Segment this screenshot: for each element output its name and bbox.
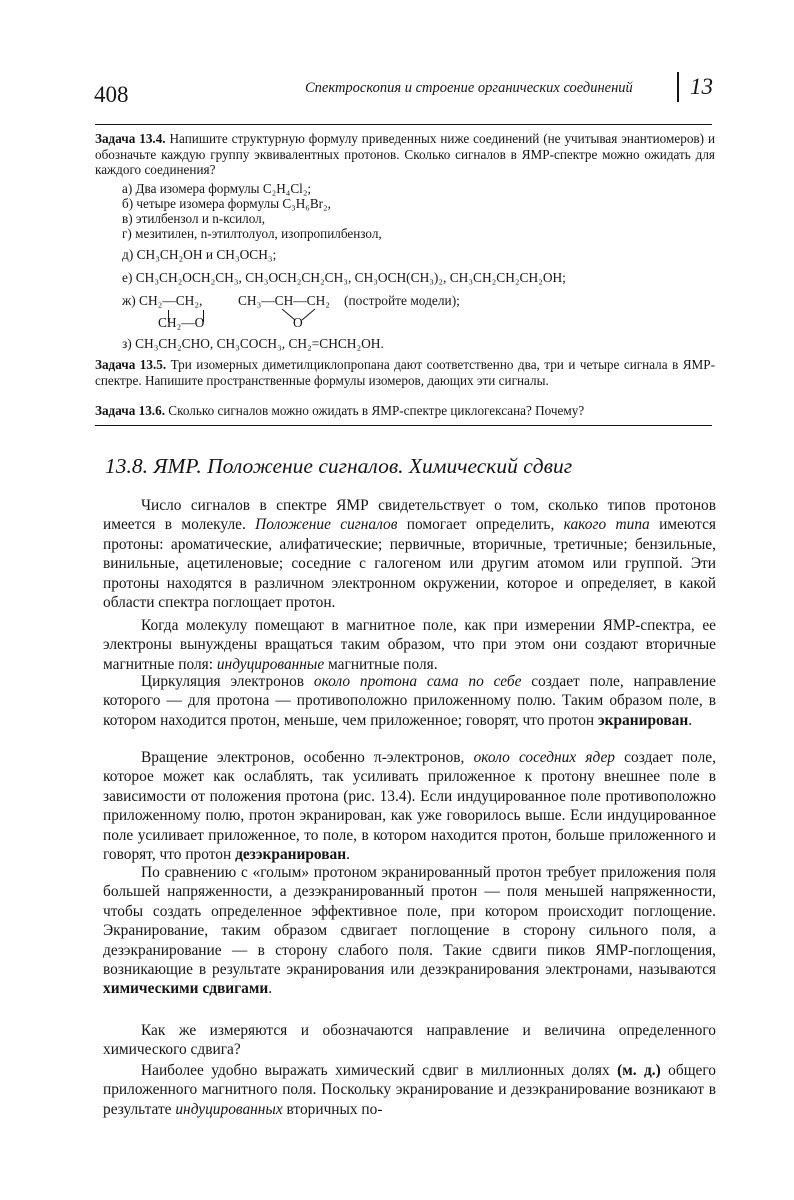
problem-item-v: в) этилбензол и n-ксилол, (122, 211, 266, 226)
text-run: . (688, 711, 693, 729)
italic-term: Положение сигналов (255, 516, 398, 534)
problem-13-5-text (95, 357, 715, 388)
italic-term: индуцированные (216, 655, 325, 673)
text-run: вторичных по- (282, 1100, 383, 1118)
section-title: 13.8. ЯМР. Положение сигналов. Химический сдвиг (105, 454, 573, 478)
bold-term: дезэкранирован (235, 846, 347, 864)
problem-body: Напишите структурную формулу приведенных ниже соединений (не учитывая энантиомеров) и обозначьте каждую группу эквивалентных протонов. Сколько сигналов в ЯМР-спектре можно ожидать для каждого соединения? (95, 131, 715, 177)
problem-label: Задача 13.5. (95, 357, 167, 372)
problem-body: Сколько сигналов можно ожидать в ЯМР-спектре циклогексана? Почему? (168, 403, 585, 418)
problem-label: Задача 13.6. (95, 403, 165, 418)
paragraph-5 (103, 863, 716, 999)
text-run: имеются протоны: ароматические, алифатические; первичные, вторичные, третичные; бензильные, винильные, ацетиленовые; соседние с галогеном или другим атомом или группой. Эти протоны находятся в различном электронном окружении, которое и определяет, в какой области спектра поглощает протон. (103, 516, 716, 612)
text-run: По сравнению с «голым» протоном экранированный протон требует приложения поля большей напряженности, а дезэкранированный протон — поля меньшей напряженности, чтобы создать определенное эффективное поле, при котором происходит поглощение. Экранирование, таким образом сдвигает поглощение в сторону сильного поля, а дезэкранирование — в сторону слабого поля. Такие сдвиги пиков ЯМР-поглощения, возникающие в результате экранирования или дезэкранирования электронами, называются (103, 864, 716, 979)
paragraph-7 (103, 1061, 716, 1119)
italic-term: какого типа (563, 516, 650, 534)
italic-term: индуцированных (175, 1100, 283, 1118)
problem-13-6-text (95, 403, 715, 419)
italic-term: около протона сама по себе (313, 673, 522, 690)
paragraph-6 (103, 1021, 716, 1060)
model-note: (постройте модели); (344, 293, 460, 308)
italic-term: около соседних ядер (473, 749, 615, 766)
ring1-bottom: CH₂—O (158, 315, 205, 330)
epoxide-oxygen: O (293, 315, 303, 330)
problem-body: Три изомерных диметилциклопропана дают соответственно два, три и четыре сигнала в ЯМР-спектре. Напишите пространственные формулы изомеров, дающих эти сигналы. (95, 357, 715, 388)
text-run: создает поле, направление которого — для протона — противоположно приложенному полю. Таким образом поле, в котором находится протон, меньше, чем приложенное; говорят, что протон (103, 673, 716, 729)
bold-term: экранирован (597, 711, 689, 729)
running-title: Спектроскопия и строение органических соединений (305, 80, 633, 96)
text-run: магнитные поля. (324, 655, 438, 673)
problem-item-e: е) CH₃CH₂OCH₂CH₃, CH₃OCH₂CH₂CH₃, CH₃OCH(CH₃)₂, CH₃CH₂CH₂CH₂OH; (122, 270, 566, 285)
problem-item-g: г) мезитилен, n-этилтолуол, изопропилбензол, (122, 226, 382, 241)
problem-item-zh-prefix: ж) CH₂—CH₂, (122, 293, 203, 308)
top-rule (95, 124, 712, 125)
epoxide-formula: CH₃—CH—CH₂ (238, 293, 330, 308)
problem-13-4-text (95, 131, 715, 178)
paragraph-3 (103, 672, 716, 730)
problem-label: Задача 13.4. (95, 131, 166, 146)
text-run: Число сигналов в спектре ЯМР свидетельствует о том, сколько типов протонов имеется в молекуле. (103, 497, 716, 534)
text-run: общего приложенного магнитного поля. Поскольку экранирование и дезэкранирование возникают в результате (103, 1062, 717, 1118)
header-divider (677, 72, 679, 102)
text-run: . (346, 846, 350, 864)
text-run: Когда молекулу помещают в магнитное поле, как при измерении ЯМР-спектра, ее электроны вынуждены вращаться таким образом, что при этом они создают вторичные магнитные поля: (103, 617, 716, 673)
text-run: Циркуляция электронов (141, 673, 314, 690)
section-rule (95, 425, 712, 426)
paragraph-1 (103, 496, 716, 612)
problem-item-a: а) Два изомера формулы C₂H₄Cl₂; (122, 181, 312, 196)
text-run: помогает определить, (397, 516, 564, 534)
paragraph-2 (103, 616, 716, 674)
problem-item-b: б) четыре изомера формулы C₃H₆Br₂, (122, 196, 331, 211)
bold-term: химическими сдвигами (103, 980, 269, 998)
text-run: . (268, 980, 273, 998)
paragraph-4 (103, 748, 716, 864)
page-number: 408 (94, 82, 129, 107)
chapter-number: 13 (690, 74, 713, 99)
text-run: создает поле, которое может как ослаблять, так усиливать приложенное к протону внешнее поле в зависимости от положения протона (рис. 13.4). Если индуцированное поле противоположно приложенному полю, протон экранирован, как уже говорилось выше. Если индуцированное поле усиливает приложенное, то поле, в котором находится протон, больше приложенного и говорят, что протон (103, 749, 716, 864)
problem-item-z: з) CH₃CH₂CHO, CH₃COCH₃, CH₂=CHCH₂OH. (122, 336, 384, 351)
problem-item-d: д) CH₃CH₂OH и CH₃OCH₃; (122, 247, 277, 262)
text-run: Наиболее удобно выражать химический сдвиг в миллионных долях (141, 1062, 618, 1079)
text-run: Вращение электронов, особенно π-электронов, (141, 749, 474, 766)
bold-term: (м. д.) (617, 1062, 661, 1079)
text-run: Как же измеряются и обозначаются направление и величина определенного химического сдвига? (103, 1022, 716, 1059)
